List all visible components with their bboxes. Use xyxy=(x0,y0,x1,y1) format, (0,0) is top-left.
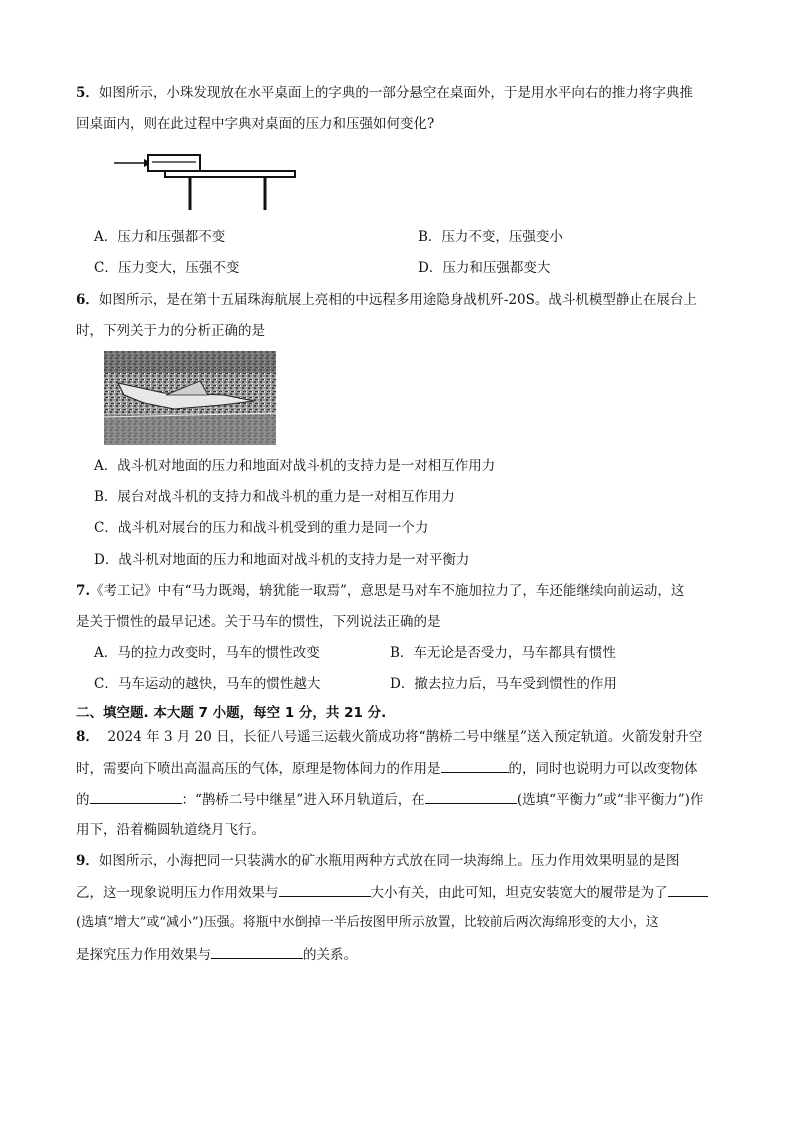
q5-line-2: 回桌面内，则在此过程中字典对桌面的压力和压强如何变化? xyxy=(76,116,435,132)
q8-line-2 xyxy=(76,758,698,779)
q7-line-1 xyxy=(76,581,684,601)
q9-number: 9． xyxy=(76,853,99,869)
q7-option-b: B．车无论是否受力，马车都具有惯性 xyxy=(390,645,616,661)
q6-option-c: C．战斗机对展台的压力和战斗机受到的重力是同一个力 xyxy=(94,520,429,536)
q8-text-3a: 的 xyxy=(76,792,90,808)
q5-option-a: A．压力和压强都不变 xyxy=(94,229,226,245)
q8-line-1 xyxy=(76,727,702,747)
q6-figure-fighter-photo xyxy=(104,351,276,445)
q9-text-4a: 是探究压力作用效果与 xyxy=(76,947,211,963)
q5-line-1 xyxy=(76,83,693,103)
q8-text-1: 2024 年 3 月 20 日，长征八号遥三运载火箭成功将“鹊桥二号中继星”送入预定轨道。火箭发射升空 xyxy=(107,729,703,745)
q7-option-a: A．马的拉力改变时，马车的惯性改变 xyxy=(94,645,320,661)
q9-line-3: (选填“增大”或“减小”)压强。将瓶中水倒掉一半后按图甲所示放置，比较前后两次海绵形变的大小，这 xyxy=(76,915,659,930)
q7-number: 7. xyxy=(76,583,91,599)
q8-text-3b: ：“鹊桥二号中继星”进入环月轨道后，在 xyxy=(181,792,425,808)
q7-line-2: 是关于惯性的最早记述。关于马车的惯性，下列说法正确的是 xyxy=(76,614,441,630)
q9-blank-2[interactable] xyxy=(668,882,708,897)
q7-option-d: D．撤去拉力后，马车受到惯性的作用 xyxy=(390,676,617,692)
q6-number: 6． xyxy=(76,292,99,308)
q8-line-3 xyxy=(76,789,703,810)
q9-text-2a: 乙，这一现象说明压力作用效果与 xyxy=(76,885,279,901)
q9-blank-3[interactable] xyxy=(211,944,303,959)
q8-number: 8． xyxy=(76,729,99,745)
q8-blank-1[interactable] xyxy=(441,758,509,773)
q9-line-1 xyxy=(76,851,679,871)
q5-number: 5． xyxy=(76,85,99,101)
q6-line-2: 时，下列关于力的分析正确的是 xyxy=(76,323,265,339)
q6-option-a: A．战斗机对地面的压力和地面对战斗机的支持力是一对相互作用力 xyxy=(94,458,496,474)
q8-blank-3[interactable] xyxy=(425,789,517,804)
q5-option-c: C．压力变大，压强不变 xyxy=(94,260,240,276)
dictionary-shape xyxy=(148,155,200,171)
q9-text-2b: 大小有关，由此可知，坦克安装宽大的履带是为了 xyxy=(370,885,668,901)
q6-option-d: D．战斗机对地面的压力和地面对战斗机的支持力是一对平衡力 xyxy=(94,552,470,568)
q9-line-4 xyxy=(76,944,357,965)
q8-blank-2[interactable] xyxy=(90,789,182,804)
q8-text-2a: 时，需要向下喷出高温高压的气体，原理是物体间力的作用是 xyxy=(76,761,441,777)
q8-line-4: 用下，沿着椭圆轨道绕月飞行。 xyxy=(76,822,265,838)
q5-text-1: 如图所示，小珠发现放在水平桌面上的字典的一部分悬空在桌面外，于是用水平向右的推力将字典推 xyxy=(98,85,693,101)
q5-option-d: D．压力和压强都变大 xyxy=(418,260,551,276)
q8-text-3c: (选填“平衡力”或“非平衡力”)作 xyxy=(516,792,704,808)
q9-line-2 xyxy=(76,882,708,903)
q9-blank-1[interactable] xyxy=(279,882,371,897)
q9-text-1: 如图所示，小海把同一只装满水的矿水瓶用两种方式放在同一块海绵上。压力作用效果明显的是图 xyxy=(98,853,680,869)
q7-text-1: 《考工记》中有“马力既竭，辀犹能一取焉”，意思是马对车不施加拉力了，车还能继续向前运动，这 xyxy=(90,583,685,599)
q9-text-4b: 的关系。 xyxy=(303,947,357,963)
q6-line-1 xyxy=(76,290,697,310)
q8-text-2b: 的，同时也说明力可以改变物体 xyxy=(508,761,698,777)
q7-option-c: C．马车运动的越快，马车的惯性越大 xyxy=(94,676,321,692)
q6-option-b: B．展台对战斗机的支持力和战斗机的重力是一对相互作用力 xyxy=(94,489,455,505)
q5-figure-dictionary-table xyxy=(110,150,300,215)
q5-option-b: B．压力不变，压强变小 xyxy=(418,229,563,245)
q6-text-1: 如图所示，是在第十五届珠海航展上亮相的中远程多用途隐身战机歼-20S。战斗机模型静止在展台上 xyxy=(98,292,697,308)
table-top-shape xyxy=(165,171,295,177)
section-2-heading: 二、填空题. 本大题 7 小题，每空 1 分，共 21 分. xyxy=(76,705,387,721)
